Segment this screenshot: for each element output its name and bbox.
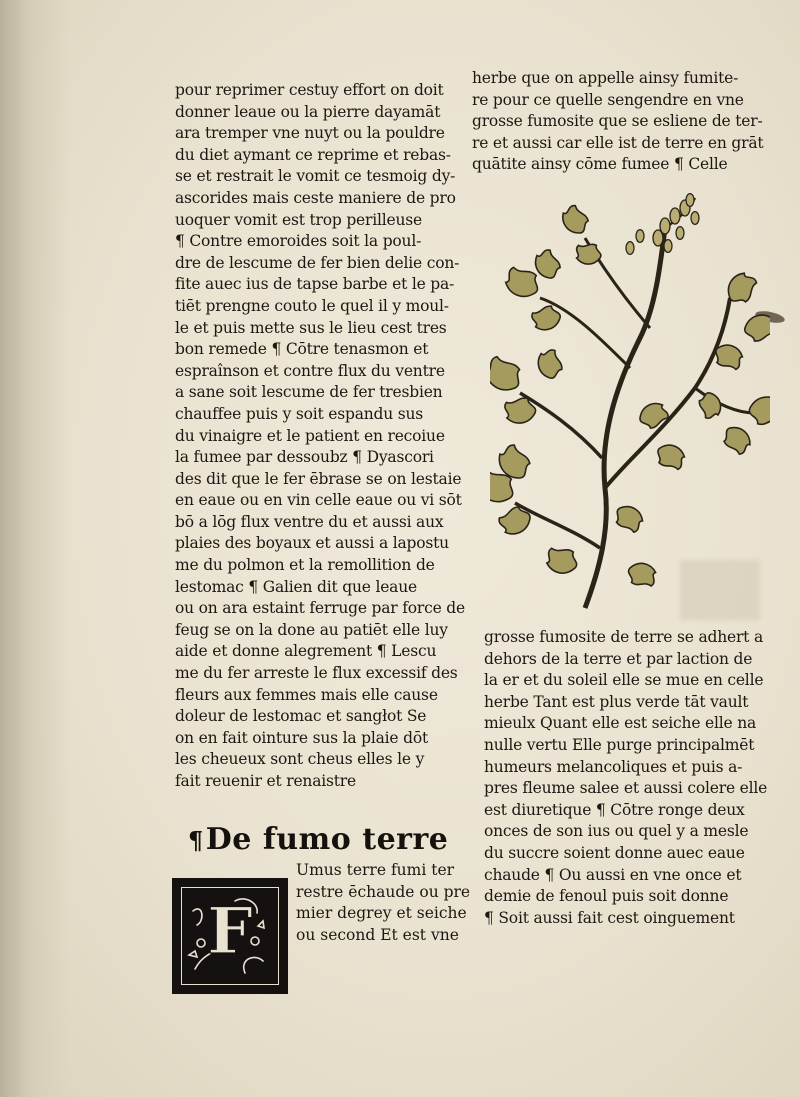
plant-leaf — [654, 441, 687, 471]
text-line: mieulx Quant elle est seiche elle na — [484, 714, 757, 733]
text-line: est diuretique ¶ Cōtre ronge deux — [484, 800, 745, 819]
text-line: humeurs melancoliques et puis a- — [484, 757, 743, 776]
text-line: a sane soit lescume de fer tresbien — [175, 383, 443, 402]
right-text-bottom — [484, 627, 774, 929]
plant-flower-bud — [670, 208, 680, 224]
text-line: la fumee par dessoubz ¶ Dyascori — [175, 448, 434, 467]
text-line: en eaue ou en vin celle eaue ou vi sōt — [175, 491, 462, 510]
text-line: les cheueux sont cheus elles le y — [175, 750, 425, 769]
text-line: herbe Tant est plus verde tāt vault — [484, 692, 749, 711]
text-line: des dit que le fer ēbrase se on lestaie — [175, 469, 462, 488]
text-beside-initial — [296, 860, 471, 946]
plant-leaf — [503, 265, 542, 301]
text-line: re et aussi car elle ist de terre en grāt — [472, 133, 764, 152]
text-line: demie de fenoul puis soit donne — [484, 887, 729, 906]
text-line: le et puis mette sus le lieu cest tres — [175, 318, 447, 337]
plant-leaf — [720, 422, 755, 456]
text-line: me du polmon et la remollition de — [175, 556, 435, 575]
plant-leaf — [636, 399, 670, 431]
plant-leaf — [741, 311, 770, 344]
text-line: nulle vertu Elle purge principalmēt — [484, 735, 755, 754]
section-heading — [188, 822, 448, 857]
plant-flower-bud — [636, 230, 644, 243]
plant-flower-bud — [676, 227, 684, 240]
text-line: grosse fumosite de terre se adhert a — [484, 628, 763, 646]
section-heading-text: De fumo terre — [205, 822, 449, 857]
text-line: du succre soient donne auec eaue — [484, 843, 745, 862]
plant-leaf — [546, 547, 579, 576]
text-line: dehors de la terre et par laction de — [484, 649, 753, 668]
text-line: onces de son ius ou quel y a mesle — [484, 822, 749, 841]
text-line: dre de lescume de fer bien delie con- — [175, 253, 460, 272]
text-line: ¶ Soit aussi fait cest oinguement — [484, 908, 735, 927]
text-line: re pour ce quelle sengendre en vne — [472, 90, 744, 109]
text-line: donner leaue ou la pierre dayamāt — [175, 102, 441, 121]
decorated-initial-icon — [172, 878, 288, 994]
text-line: ¶ Contre emoroides soit la poul- — [175, 232, 422, 251]
text-line: se et restrait le vomit ce tesmoig dy- — [175, 167, 456, 186]
plant-leaf — [490, 354, 526, 396]
text-line: bon remede ¶ Cōtre tenasmon et — [175, 340, 429, 359]
text-line: grosse fumosite que se esliene de ter- — [472, 112, 763, 131]
text-line: aide et donne alegrement ¶ Lescu — [175, 642, 437, 661]
text-line: feug se on la done au patiēt elle luy — [175, 620, 448, 639]
text-line: doleur de lestomac et sangłot Se — [175, 707, 427, 726]
initial-letter: F — [207, 894, 253, 969]
plant-leaf — [747, 395, 770, 427]
text-line: ou second Et est vne — [296, 925, 459, 944]
text-line: restre ēchaude ou pre — [296, 882, 471, 901]
text-line: fait reuenir et renaistre — [175, 772, 356, 790]
text-line: fleurs aux femmes mais elle cause — [175, 685, 438, 704]
text-line: fite auec ius de tapse barbe et le pa- — [175, 275, 455, 294]
text-line: plaies des boyaux et aussi a lapostu — [175, 534, 449, 553]
plant-leaf — [626, 561, 656, 587]
text-line: Umus terre fumi ter — [296, 861, 455, 879]
plant-leaf — [577, 244, 601, 264]
plant-flower-bud — [686, 194, 694, 207]
text-line: ascorides mais ceste maniere de pro — [175, 188, 456, 207]
text-line: la er et du soleil elle se mue en celle — [484, 671, 764, 690]
floral-ornament-icon — [175, 881, 285, 991]
text-line: bō a lōg flux ventre du et aussi aux — [175, 512, 444, 531]
text-line: uoquer vomit est trop perilleuse — [175, 210, 422, 229]
plant-leaf — [535, 348, 565, 381]
text-line: on en fait ointure sus la plaie dōt — [175, 728, 429, 747]
plant-leaf — [612, 502, 646, 534]
plant-leaf — [558, 203, 592, 238]
page-gutter — [0, 0, 70, 1097]
text-line: du diet aymant ce reprime et rebas- — [175, 145, 451, 164]
plant-woodcut-icon — [490, 188, 770, 618]
text-line: chaude ¶ Ou aussi en vne once et — [484, 865, 742, 884]
plant-flower-bud — [664, 240, 672, 253]
plant-flower-bud — [626, 242, 634, 255]
text-line: lestomac ¶ Galien dit que leaue — [175, 577, 417, 596]
text-line: espraînson et contre flux du ventre — [175, 361, 445, 380]
plant-flower-bud — [691, 212, 699, 225]
text-line: ou on ara estaint ferruge par force de — [175, 599, 465, 618]
plant-stem — [520, 393, 602, 458]
pilcrow-mark: ¶ — [188, 826, 204, 855]
left-text-column — [175, 80, 465, 793]
text-line: du vinaigre et le patient en recoiue — [175, 426, 445, 445]
right-text-top — [472, 68, 772, 176]
text-line: quātite ainsy cōme fumee ¶ Celle — [472, 155, 728, 174]
text-line: herbe que on appelle ainsy fumite- — [472, 69, 739, 87]
text-line: pour reprimer cestuy effort on doit — [175, 81, 444, 99]
text-line: pres fleume salee et aussi colere elle — [484, 779, 768, 798]
fumitory-plant-icon — [490, 188, 770, 618]
text-line: ara tremper vne nuyt ou la pouldre — [175, 124, 445, 143]
text-line: me du fer arreste le flux excessif des — [175, 664, 458, 683]
plant-leaf — [697, 390, 724, 420]
plant-leaf — [497, 503, 535, 539]
text-line: chauffee puis y soit espandu sus — [175, 404, 424, 423]
text-line: mier degrey et seiche — [296, 904, 467, 923]
plant-flower-bud — [653, 230, 663, 246]
text-line: tiēt prengne couto le quel il y moul- — [175, 296, 449, 315]
show-through-blur — [680, 560, 760, 620]
